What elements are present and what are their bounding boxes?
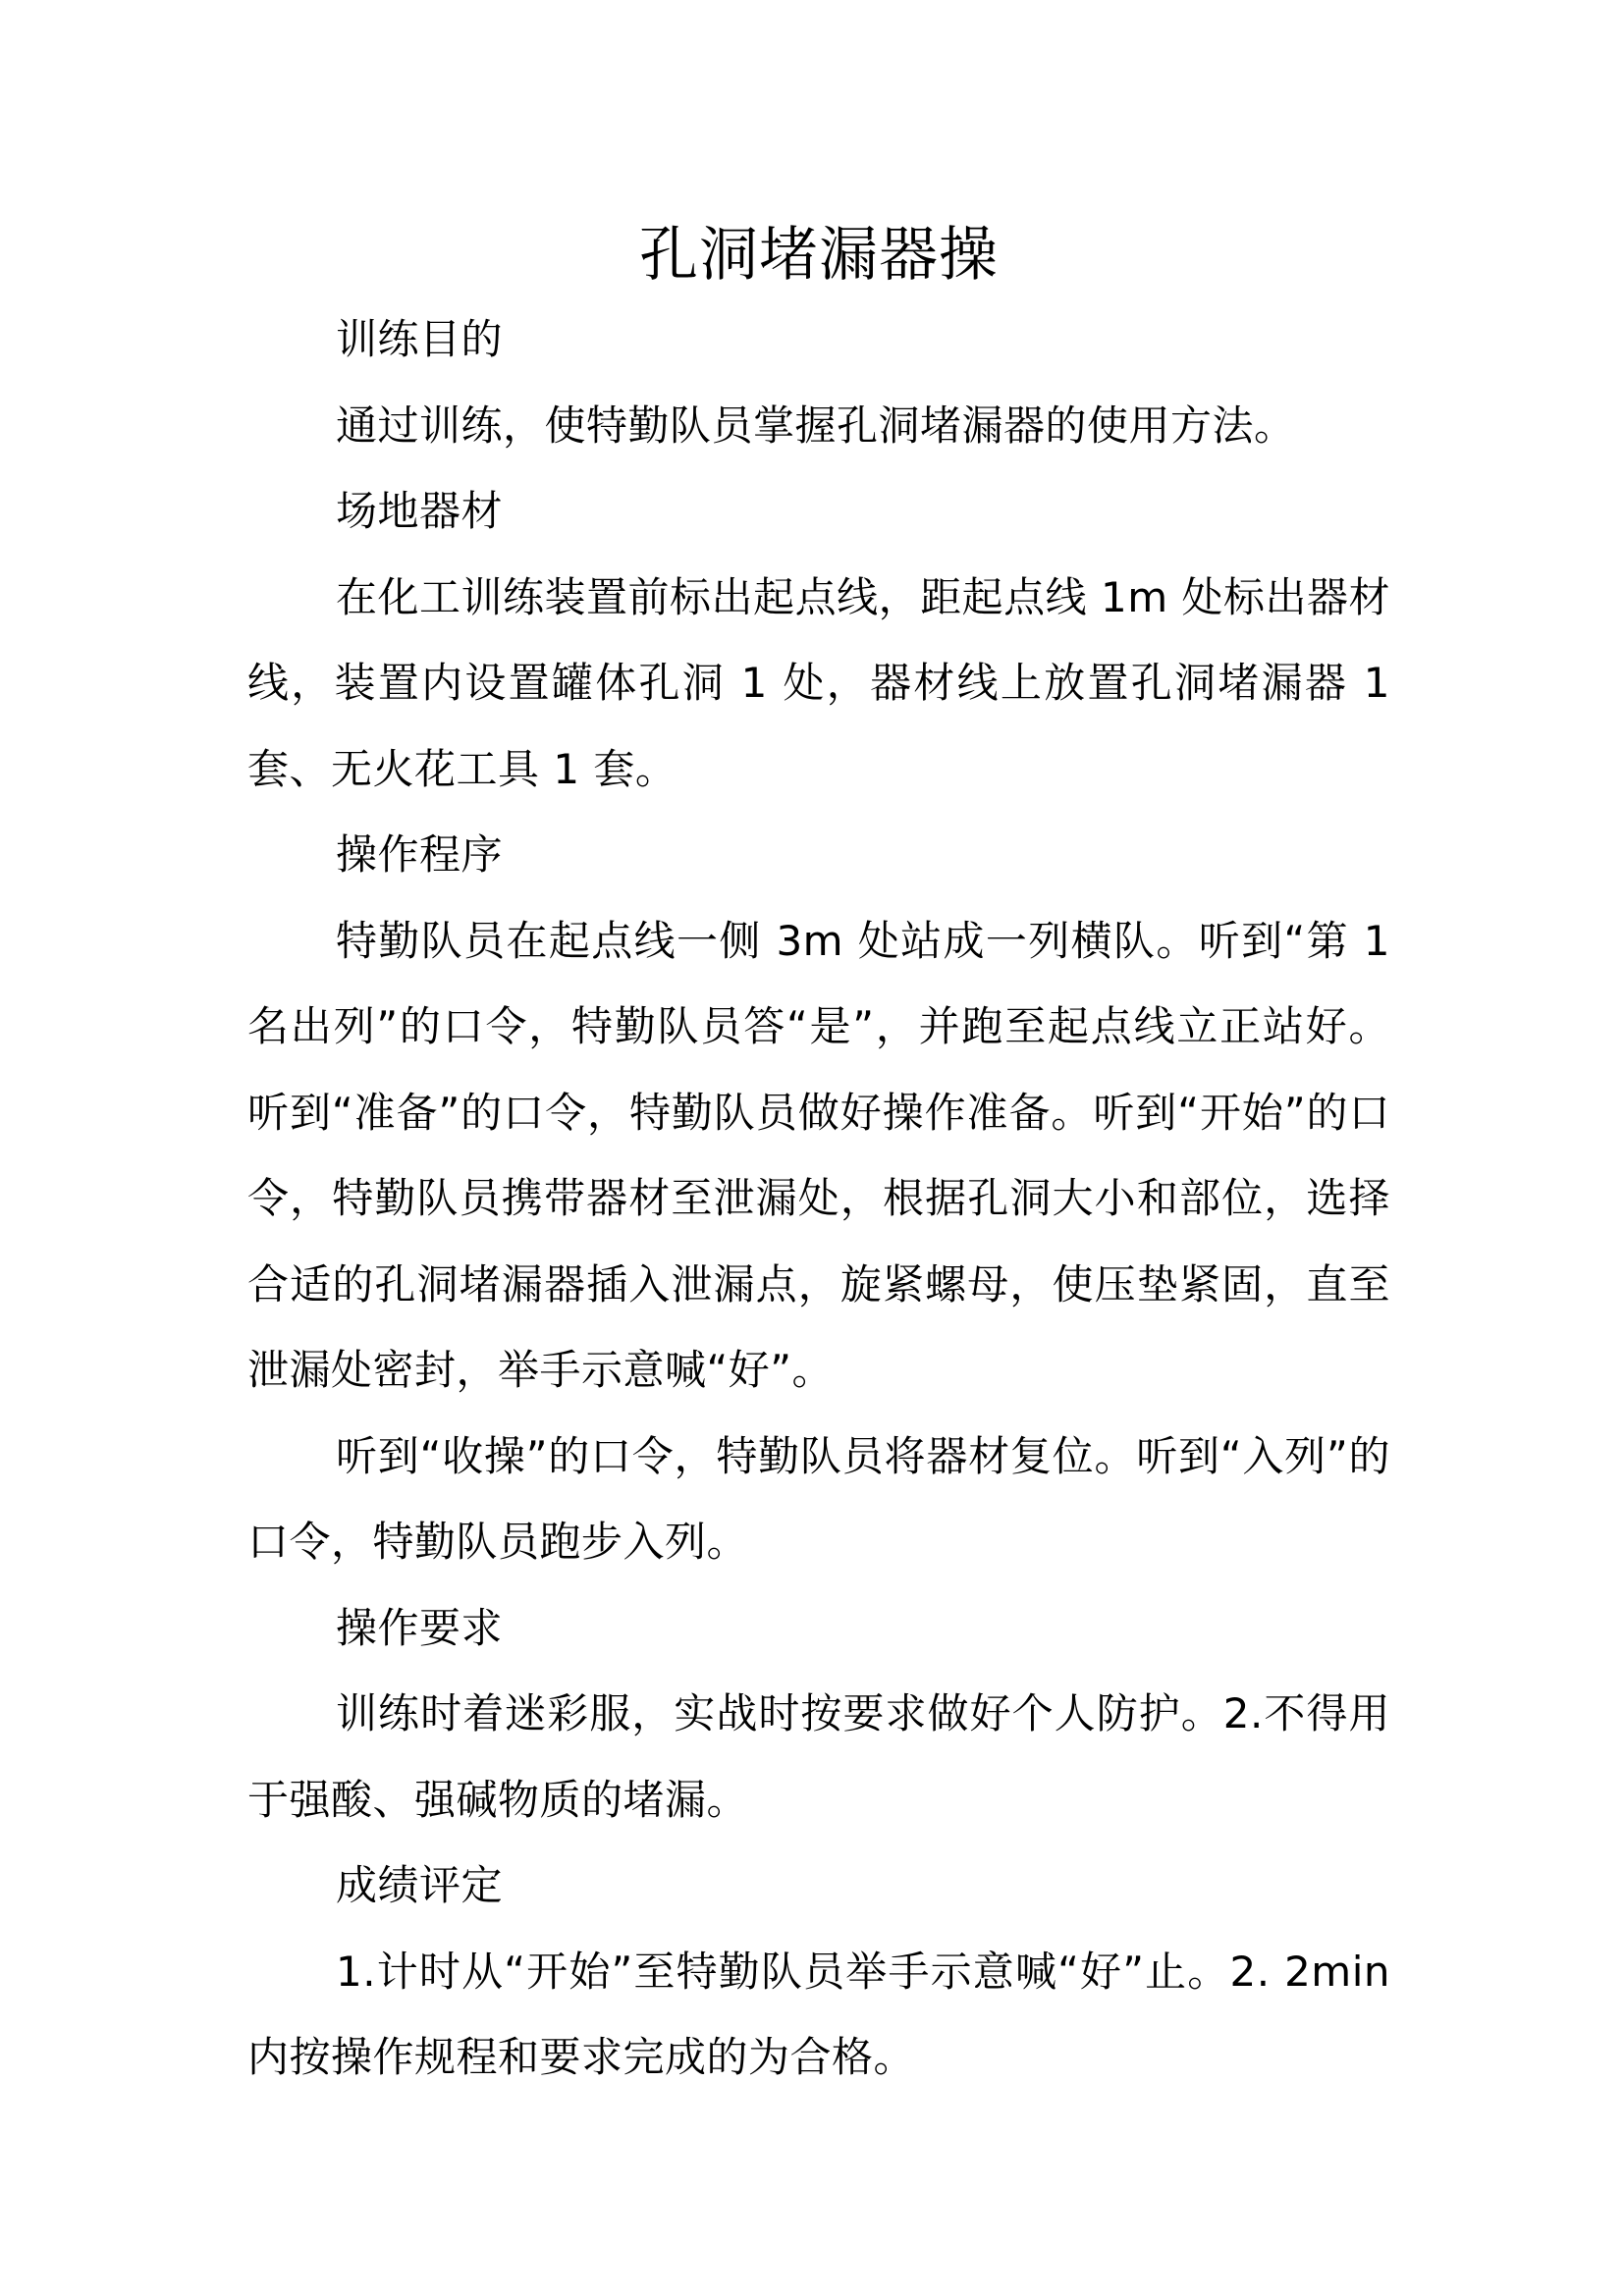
paragraph-equipment: 在化工训练装置前标出起点线，距起点线 1m 处标出器材线，装置内设置罐体孔洞 1 处，器材线上放置孔洞堵漏器 1 套、无火花工具 1 套。 xyxy=(247,572,1390,793)
paragraph-training-purpose: 通过训练，使特勤队员掌握孔洞堵漏器的使用方法。 xyxy=(336,400,1296,450)
paragraph-procedure-2: 听到“收操”的口令，特勤队员将器材复位。听到“入列”的口令，特勤队员跑步入列。 xyxy=(247,1431,1390,1566)
document-title: 孔洞堵漏器操 xyxy=(639,221,999,290)
section-heading-evaluation: 成绩评定 xyxy=(336,1861,504,1909)
section-heading-procedure: 操作程序 xyxy=(336,830,504,879)
paragraph-requirements: 训练时着迷彩服，实战时按要求做好个人防护。2.不得用于强酸、强碱物质的堵漏。 xyxy=(247,1689,1390,1824)
section-heading-requirements: 操作要求 xyxy=(336,1603,504,1652)
paragraph-evaluation: 1.计时从“开始”至特勤队员举手示意喊“好”止。2. 2min 内按操作规程和要求完成的为合格。 xyxy=(247,1947,1390,2081)
section-heading-training-purpose: 训练目的 xyxy=(336,315,504,363)
document-page xyxy=(247,206,1390,2101)
paragraph-procedure-1: 特勤队员在起点线一侧 3m 处站成一列横队。听到“第 1 名出列”的口令，特勤队员答“是”，并跑至起点线立正站好。听到“准备”的口令，特勤队员做好操作准备。听到“开始”的口令，特勤队员携带器材至泄漏处，根据孔洞大小和部位，选择合适的孔洞堵漏器插入泄漏点，旋紧螺母，使压垫紧固，直至泄漏处密封，举手示意喊“好”。 xyxy=(247,916,1390,1394)
section-heading-equipment: 场地器材 xyxy=(336,487,504,535)
